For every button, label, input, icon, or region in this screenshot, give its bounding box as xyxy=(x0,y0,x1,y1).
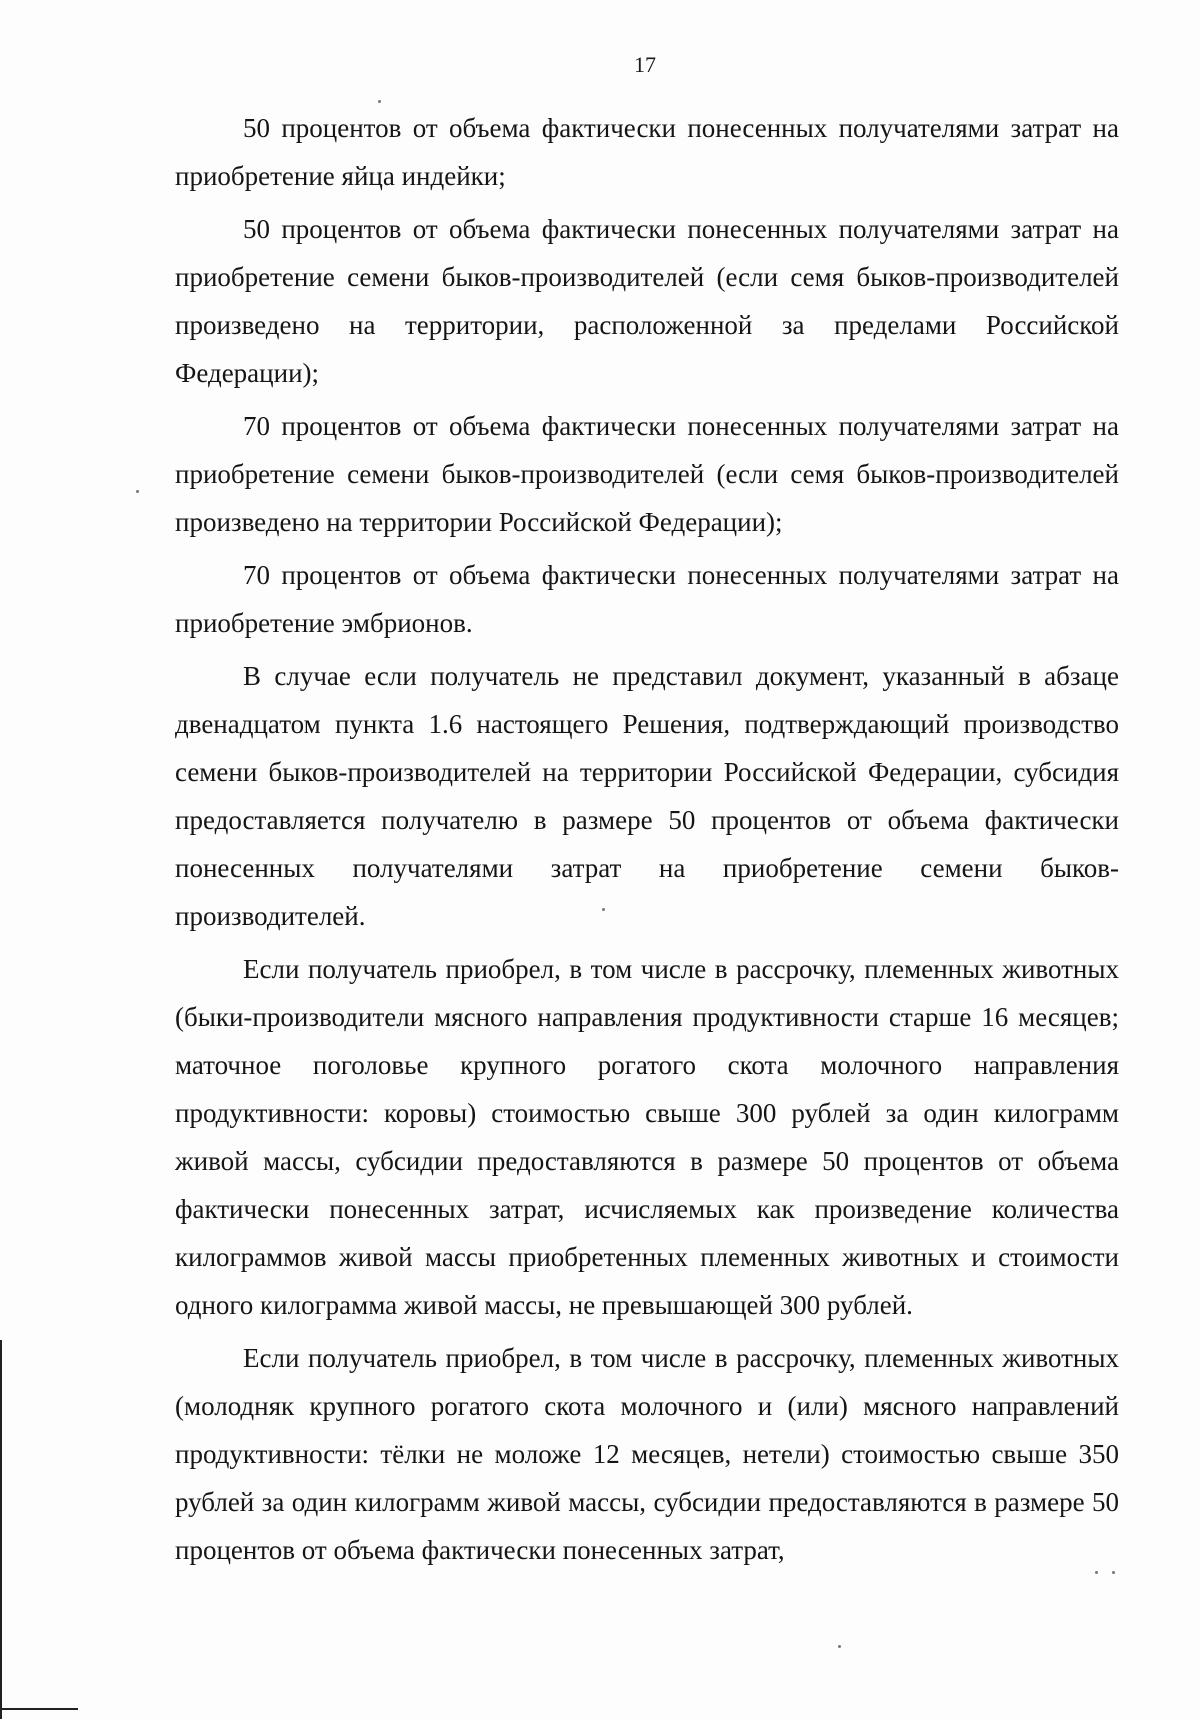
scan-edge-left xyxy=(0,1340,2,1719)
scan-speck xyxy=(1095,1571,1098,1574)
scan-speck xyxy=(838,1645,841,1648)
paragraph-1: 50 процентов от объема фактически понесенных получателями затрат на приобретение яйца индейки; xyxy=(175,113,1119,191)
paragraph-6: Если получатель приобрел, в том числе в рассрочку, племенных животных (быки-производители мясного направления продуктивности старше 16 месяцев; маточное поголовье крупного рогатого скота молочного направления продуктивности: коровы) стоимостью свыше 300 рублей за один килограмм живой массы, субсидии предоставляются в размере 50 процентов от объема фактически понесенных затрат, исчисляемых как произведение количества килограммов живой массы приобретенных племенных животных и стоимости одного килограмма живой массы, не превышающей 300 рублей. xyxy=(175,954,1119,1320)
scan-speck xyxy=(378,100,381,103)
scan-speck xyxy=(1112,1571,1115,1574)
document-body xyxy=(175,104,1119,1579)
paragraph-3: 70 процентов от объема фактически понесенных получателями затрат на приобретение семени быков-производителей (если семя быков-производителей произведено на территории Российской Федерации); xyxy=(175,411,1119,537)
paragraph-2: 50 процентов от объема фактически понесенных получателями затрат на приобретение семени быков-производителей (если семя быков-производителей произведено на территории, расположенной за пределами Российской Федерации); xyxy=(175,214,1119,388)
paragraph-4: 70 процентов от объема фактически понесенных получателями затрат на приобретение эмбрионов. xyxy=(175,560,1119,638)
scan-speck xyxy=(136,490,139,493)
scan-edge-bottom xyxy=(0,1708,78,1710)
scan-speck xyxy=(602,908,605,911)
paragraph-7: Если получатель приобрел, в том числе в рассрочку, племенных животных (молодняк крупного рогатого скота молочного и (или) мясного направлений продуктивности: тёлки не моложе 12 месяцев, нетели) стоимостью свыше 350 рублей за один килограмм живой массы, субсидии предоставляются в размере 50 процентов от объема фактически понесенных затрат, xyxy=(175,1343,1119,1565)
page-number: 17 xyxy=(634,52,656,77)
paragraph-5: В случае если получатель не представил документ, указанный в абзаце двенадцатом пункта 1.6 настоящего Решения, подтверждающий производство семени быков-производителей на территории Российской Федерации, субсидия предоставляется получателю в размере 50 процентов от объема фактически понесенных получателями затрат на приобретение семени быков-производителей. xyxy=(175,661,1119,931)
